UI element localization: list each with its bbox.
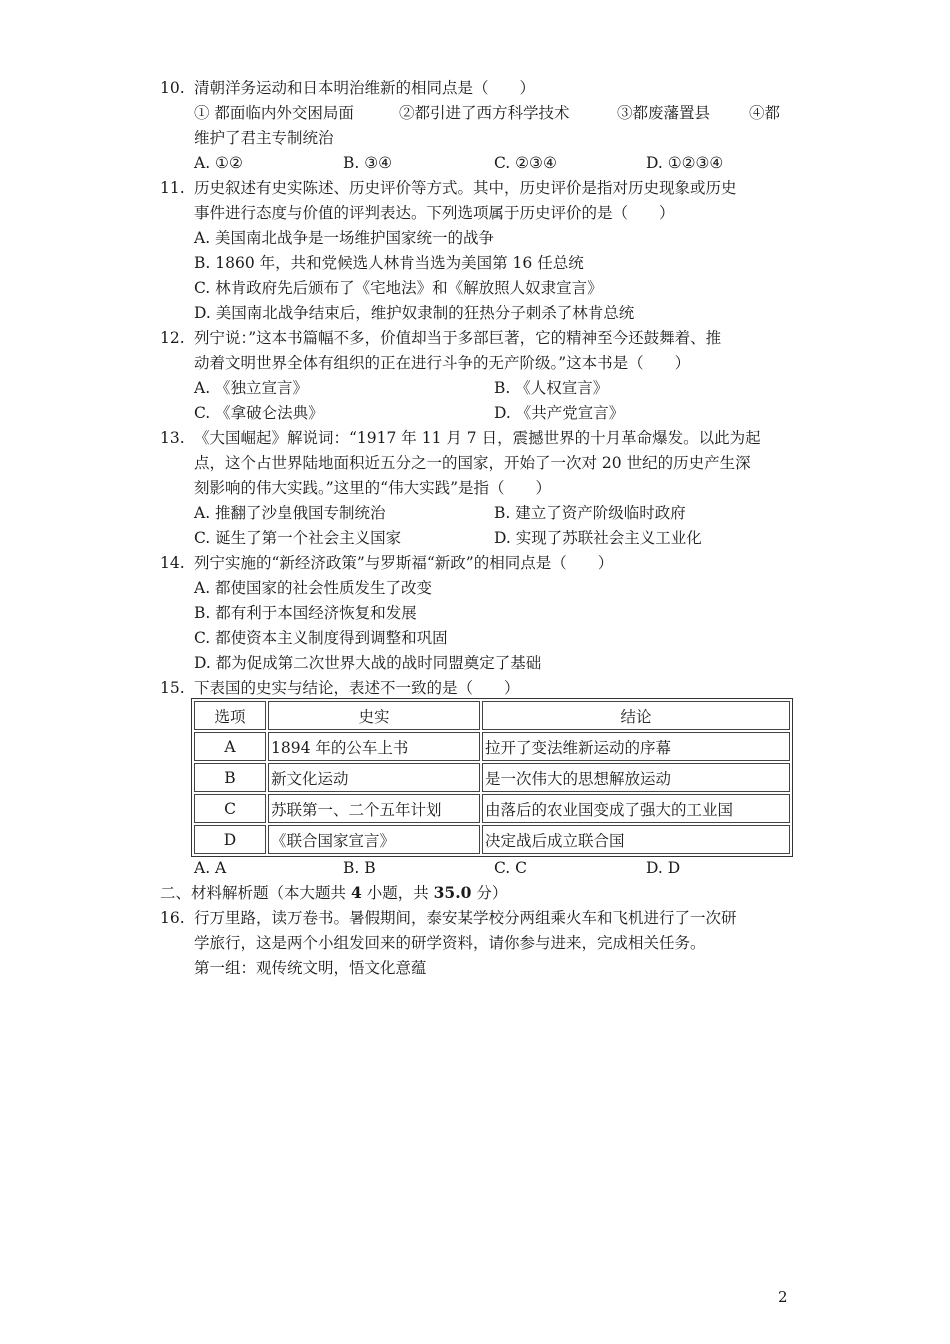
- q11-number: 11.: [160, 179, 185, 197]
- section-heading-prefix: 二、材料解析题（本大题共: [160, 884, 347, 902]
- q15-table: [191, 698, 793, 857]
- section-heading: [160, 883, 507, 903]
- section-heading-mid: 小题，共: [366, 884, 429, 902]
- q16-stem-line1: 行万里路，读万卷书。暑假期间，泰安某学校分两组乘火车和飞机进行了一次研: [194, 909, 737, 927]
- q10-option-d: D. ①②③④: [646, 154, 724, 172]
- table-cell: 1894 年的公车上书: [268, 732, 480, 761]
- q11-stem-line2: 事件进行态度与价值的评判表达。下列选项属于历史评价的是（ ）: [194, 204, 675, 222]
- q11-option-d: D. 美国南北战争结束后，维护奴隶制的狂热分子刺杀了林肯总统: [194, 304, 635, 322]
- q10-item-4-cont: 维护了君主专制统治: [194, 129, 334, 147]
- q15-stem: 下表国的史实与结论，表述不一致的是（ ）: [194, 679, 520, 697]
- q10-option-b: B. ③④: [343, 154, 393, 172]
- q15-option-b: B. B: [343, 859, 376, 877]
- q12-option-a: A. 《独立宣言》: [194, 379, 309, 397]
- q14-option-a: A. 都使国家的社会性质发生了改变: [194, 579, 433, 597]
- q15-option-d: D. D: [646, 859, 681, 877]
- q14-number: 14.: [160, 554, 185, 572]
- q10-stem: 清朝洋务运动和日本明治维新的相同点是（ ）: [194, 79, 536, 97]
- q12-option-b: B. 《人权宣言》: [494, 379, 609, 397]
- q14-option-d: D. 都为促成第二次世界大战的战时同盟奠定了基础: [194, 654, 542, 672]
- q12-option-c: C. 《拿破仑法典》: [194, 404, 324, 422]
- table-row: [194, 825, 790, 854]
- q12-option-d: D. 《共产党宣言》: [494, 404, 625, 422]
- table-cell: 决定战后成立联合国: [482, 825, 790, 854]
- table-row: [194, 794, 790, 823]
- q13-stem-line3: 刻影响的伟大实践。”这里的“伟大实践”是指（ ）: [194, 479, 552, 497]
- q14-option-c: C. 都使资本主义制度得到调整和巩固: [194, 629, 448, 647]
- table-header-cell: 史实: [268, 701, 480, 730]
- q15-number: 15.: [160, 679, 185, 697]
- q13-stem-line2: 点，这个占世界陆地面积近五分之一的国家，开始了一次对 20 世纪的历史产生深: [194, 454, 751, 472]
- q14-option-b: B. 都有利于本国经济恢复和发展: [194, 604, 417, 622]
- q10-item-2: ②都引进了西方科学技术: [399, 104, 570, 122]
- q11-option-c: C. 林肯政府先后颁布了《宅地法》和《解放照人奴隶宣言》: [194, 279, 603, 297]
- q10-item-4: ④都: [749, 104, 781, 122]
- table-cell: 苏联第一、二个五年计划: [268, 794, 480, 823]
- section-heading-suffix: 分）: [476, 884, 508, 902]
- table-cell: 《联合国家宣言》: [268, 825, 480, 854]
- q13-option-b: B. 建立了资产阶级临时政府: [494, 504, 686, 522]
- section-total-score: 35.0: [433, 883, 472, 902]
- q13-number: 13.: [160, 429, 185, 447]
- q16-group1-title: 第一组：观传统文明，悟文化意蕴: [194, 959, 427, 977]
- q11-stem-line1: 历史叙述有史实陈述、历史评价等方式。其中，历史评价是指对历史现象或历史: [194, 179, 737, 197]
- table-cell: 新文化运动: [268, 763, 480, 792]
- table-cell: D: [194, 825, 266, 854]
- q12-stem-line2: 动着文明世界全体有组织的正在进行斗争的无产阶级。”这本书是（ ）: [194, 354, 691, 372]
- q12-stem-line1: 列宁说：”这本书篇幅不多，价值却当于多部巨著，它的精神至今还鼓舞着、推: [194, 329, 722, 347]
- section-question-count: 4: [350, 883, 362, 902]
- table-cell: A: [194, 732, 266, 761]
- table-row: [194, 732, 790, 761]
- q10-option-c: C. ②③④: [494, 154, 557, 172]
- table-cell: 拉开了变法维新运动的序幕: [482, 732, 790, 761]
- q10-number: 10.: [160, 79, 185, 97]
- q11-option-b: B. 1860 年，共和党候选人林肯当选为美国第 16 任总统: [194, 254, 584, 272]
- q10-option-a: A. ①②: [194, 154, 243, 172]
- q15-option-a: A. A: [194, 859, 227, 877]
- page-number: 2: [778, 1288, 788, 1306]
- q16-stem-line2: 学旅行，这是两个小组发回来的研学资料，请你参与进来，完成相关任务。: [194, 934, 706, 952]
- q13-stem-line1: 《大国崛起》解说词：“1917 年 11 月 7 日，震撼世界的十月革命爆发。以此为起: [194, 429, 761, 447]
- table-header-cell: 选项: [194, 701, 266, 730]
- table-cell: B: [194, 763, 266, 792]
- q13-option-a: A. 推翻了沙皇俄国专制统治: [194, 504, 386, 522]
- table-row: [194, 763, 790, 792]
- table-header-cell: 结论: [482, 701, 790, 730]
- q14-stem: 列宁实施的“新经济政策”与罗斯福“新政”的相同点是（ ）: [194, 554, 614, 572]
- table-cell: 是一次伟大的思想解放运动: [482, 763, 790, 792]
- q13-option-c: C. 诞生了第一个社会主义国家: [194, 529, 402, 547]
- q10-item-3: ③都废藩置县: [617, 104, 711, 122]
- q15-option-c: C. C: [494, 859, 528, 877]
- table-cell: 由落后的农业国变成了强大的工业国: [482, 794, 790, 823]
- q11-option-a: A. 美国南北战争是一场维护国家统一的战争: [194, 229, 495, 247]
- q13-option-d: D. 实现了苏联社会主义工业化: [494, 529, 702, 547]
- table-cell: C: [194, 794, 266, 823]
- q16-number: 16.: [160, 909, 185, 927]
- q10-item-1: ① 都面临内外交困局面: [194, 104, 354, 122]
- q12-number: 12.: [160, 329, 185, 347]
- table-header-row: [194, 701, 790, 730]
